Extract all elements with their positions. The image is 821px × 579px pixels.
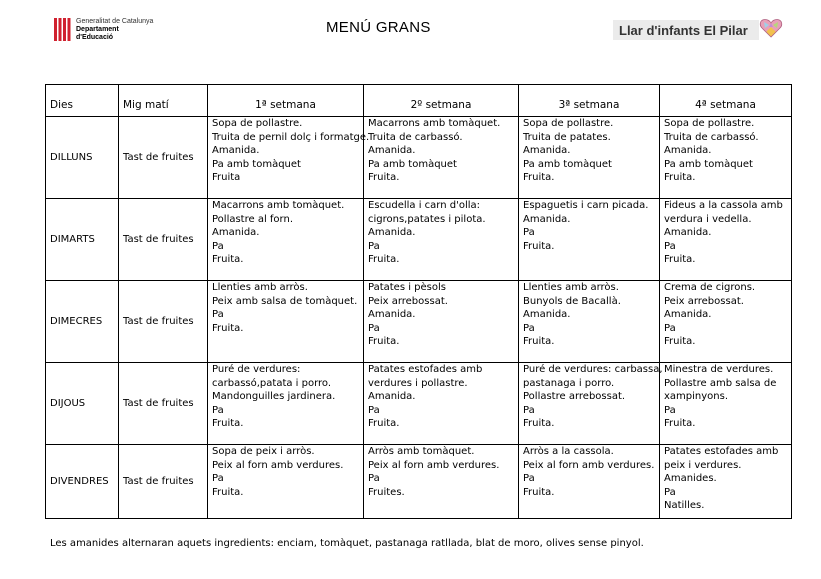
dish-line: Puré de verdures: — [212, 364, 301, 375]
dish-line: Pa — [212, 309, 224, 321]
dish-line: Bunyols de Bacallà. — [523, 295, 621, 307]
dish-line: Peix al forn amb verdures. — [368, 459, 500, 471]
dish-line: Amanida. — [664, 227, 712, 239]
table-row — [46, 445, 792, 519]
dish-line: Patates estofades amb — [664, 446, 779, 457]
dish-line: Espaguetis i carn picada. — [523, 200, 649, 211]
dish-line: Patates i pèsols — [368, 282, 446, 293]
menu-cell-week-1 — [208, 117, 370, 199]
dish-line: Fideus a la cassola amb — [664, 200, 783, 211]
menu-cell-week-3 — [519, 445, 660, 519]
dish-line: Arròs amb tomàquet. — [368, 446, 475, 457]
menu-cell-week-2 — [364, 363, 519, 445]
dish-line: Fruita. — [523, 486, 555, 498]
dish-line: Fruites. — [368, 486, 405, 498]
dish-line: Truita de patates. — [523, 131, 611, 143]
dish-line: Amanida. — [523, 213, 571, 225]
dish-line: Fruita. — [368, 254, 400, 266]
snack-cell: Tast de fruites — [119, 117, 208, 199]
generalitat-logo — [53, 17, 153, 42]
dish-line: Pa — [212, 473, 224, 485]
dish-line: Fruita. — [664, 254, 696, 266]
dish-line: Fruita. — [212, 418, 244, 430]
logo-line-2: Departament — [76, 26, 119, 33]
dish-line: Peix al forn amb verdures. — [212, 459, 344, 471]
dish-line: Amanida. — [368, 309, 416, 321]
dish-line: Truita de pernil dolç i formatge. — [212, 131, 370, 143]
menu-cell-week-3 — [519, 199, 660, 281]
menu-cell-week-2 — [364, 117, 519, 199]
table-row — [46, 117, 792, 199]
menu-cell-week-4 — [660, 117, 792, 199]
dish-line: Fruita. — [523, 240, 555, 252]
dish-line: Sopa de peix i arròs. — [212, 446, 315, 457]
dish-line: Pollastre al forn. — [212, 213, 294, 225]
dish-line: Fruita. — [664, 418, 696, 430]
dish-line: Sopa de pollastre. — [523, 118, 614, 129]
menu-cell-week-4 — [660, 281, 792, 363]
header-week-2: 2º setmana — [364, 85, 519, 117]
dish-line: Amanides. — [664, 473, 717, 485]
menu-cell-week-2 — [364, 445, 519, 519]
dish-line: Pa amb tomàquet — [664, 158, 753, 170]
dish-line: verdura i vedella. — [664, 213, 752, 225]
dish-line: Amanida. — [523, 145, 571, 157]
dish-line: Pa amb tomàquet — [523, 158, 612, 170]
header-week-3: 3ª setmana — [519, 85, 660, 117]
menu-cell-week-3 — [519, 117, 660, 199]
day-cell: DILLUNS — [46, 117, 119, 199]
menu-cell-week-1 — [208, 363, 364, 445]
senyera-icon — [53, 17, 71, 42]
snack-cell: Tast de fruites — [119, 199, 208, 281]
dish-line: Pollastre amb salsa de — [664, 377, 777, 389]
dish-line: Natilles. — [664, 500, 705, 512]
header-week-4: 4ª setmana — [660, 85, 792, 117]
dish-line: Fruita. — [523, 418, 555, 430]
dish-line: Fruita. — [212, 486, 244, 498]
dish-line: Pa — [368, 240, 380, 252]
dish-line: Pa — [212, 404, 224, 416]
menu-cell-week-1 — [208, 281, 364, 363]
dish-line: Patates estofades amb — [368, 364, 483, 375]
dish-line: peix i verdures. — [664, 459, 742, 471]
dish-line: Pa — [368, 322, 380, 334]
dish-line: Llenties amb arròs. — [523, 282, 619, 293]
dish-line: Fruita. — [212, 322, 244, 334]
day-cell: DIVENDRES — [46, 445, 119, 519]
dish-line: Amanida. — [368, 391, 416, 403]
dish-line: Fruita. — [664, 172, 696, 184]
dish-line: Fruita. — [368, 336, 400, 348]
snack-cell: Tast de fruites — [119, 281, 208, 363]
dish-line: Amanida. — [664, 309, 712, 321]
dish-line: Pa amb tomàquet — [212, 158, 301, 170]
dish-line: cigrons,patates i pilota. — [368, 213, 486, 225]
dish-line: Fruita — [212, 172, 241, 184]
dish-line: Pa — [523, 227, 535, 239]
dish-line: Peix arrebossat. — [664, 295, 744, 307]
menu-cell-week-4 — [660, 199, 792, 281]
day-cell: DIMECRES — [46, 281, 119, 363]
logo-line-1: Generalitat de Catalunya — [76, 18, 154, 25]
dish-line: Pa — [523, 473, 535, 485]
dish-line: Macarrons amb tomàquet. — [212, 200, 345, 211]
menu-cell-week-2 — [364, 199, 519, 281]
dish-line: pastanaga i porro. — [523, 377, 615, 389]
table-row — [46, 281, 792, 363]
dish-line: Amanida. — [368, 145, 416, 157]
dish-line: Pa — [523, 322, 535, 334]
dish-line: Amanida. — [523, 309, 571, 321]
dish-line: Escudella i carn d'olla: — [368, 200, 481, 211]
table-row — [46, 363, 792, 445]
menu-cell-week-4 — [660, 445, 792, 519]
dish-line: Amanida. — [212, 145, 260, 157]
dish-line: Pa — [368, 404, 380, 416]
dish-line: Pa — [664, 240, 676, 252]
header-snack: Mig matí — [119, 85, 208, 117]
dish-line: Pa amb tomàquet — [368, 158, 457, 170]
menu-cell-week-1 — [208, 199, 364, 281]
dish-line: Peix al forn amb verdures. — [523, 459, 655, 471]
table-header-row — [46, 85, 792, 117]
header-week-1: 1ª setmana — [208, 85, 364, 117]
dish-line: Puré de verdures: carbassa, — [523, 364, 663, 375]
dish-line: Amanida. — [212, 227, 260, 239]
menu-table — [45, 84, 792, 519]
menu-cell-week-4 — [660, 363, 792, 445]
dish-line: Peix amb salsa de tomàquet. — [212, 295, 358, 307]
page-title: MENÚ GRANS — [326, 19, 431, 36]
school-name: Llar d'infants El Pilar — [613, 20, 759, 40]
menu-cell-week-1 — [208, 445, 364, 519]
snack-cell: Tast de fruites — [119, 445, 208, 519]
dish-line: Sopa de pollastre. — [664, 118, 755, 129]
dish-line: Truita de carbassó. — [368, 131, 463, 143]
dish-line: Crema de cigrons. — [664, 282, 756, 293]
dish-line: Fruita. — [368, 418, 400, 430]
dish-line: Mandonguilles jardinera. — [212, 391, 336, 403]
table-row — [46, 199, 792, 281]
dish-line: Pa — [664, 404, 676, 416]
dish-line: Fruita. — [368, 172, 400, 184]
dish-line: Sopa de pollastre. — [212, 118, 303, 129]
dish-line: Pa — [212, 240, 224, 252]
dish-line: carbassó,patata i porro. — [212, 377, 332, 389]
dish-line: Amanida. — [368, 227, 416, 239]
header-days: Dies — [46, 85, 119, 117]
dish-line: Truita de carbassó. — [664, 131, 759, 143]
dish-line: xampinyons. — [664, 391, 729, 403]
snack-cell: Tast de fruites — [119, 363, 208, 445]
day-cell: DIJOUS — [46, 363, 119, 445]
dish-line: Fruita. — [523, 172, 555, 184]
dish-line: Fruita. — [523, 336, 555, 348]
dish-line: Fruita. — [212, 254, 244, 266]
dish-line: Arròs a la cassola. — [523, 446, 614, 457]
dish-line: Fruita. — [664, 336, 696, 348]
dish-line: Pa — [664, 322, 676, 334]
dish-line: Amanida. — [664, 145, 712, 157]
dish-line: Llenties amb arròs. — [212, 282, 308, 293]
dish-line: Pollastre arrebossat. — [523, 391, 626, 403]
dish-line: Pa — [664, 486, 676, 498]
dish-line: Pa — [523, 404, 535, 416]
menu-cell-week-3 — [519, 281, 660, 363]
menu-cell-week-2 — [364, 281, 519, 363]
dish-line: Pa — [368, 473, 380, 485]
dish-line: Minestra de verdures. — [664, 364, 774, 375]
dish-line: Macarrons amb tomàquet. — [368, 118, 501, 129]
heart-icon — [759, 16, 783, 40]
dish-line: verdures i pollastre. — [368, 377, 468, 389]
dish-line: Peix arrebossat. — [368, 295, 448, 307]
menu-cell-week-3 — [519, 363, 663, 445]
day-cell: DIMARTS — [46, 199, 119, 281]
logo-line-3: d'Educació — [76, 34, 114, 41]
footnote: Les amanides alternaran aquets ingredients: enciam, tomàquet, pastanaga ratllada, blat de moro, olives sense pinyol. — [50, 538, 644, 549]
